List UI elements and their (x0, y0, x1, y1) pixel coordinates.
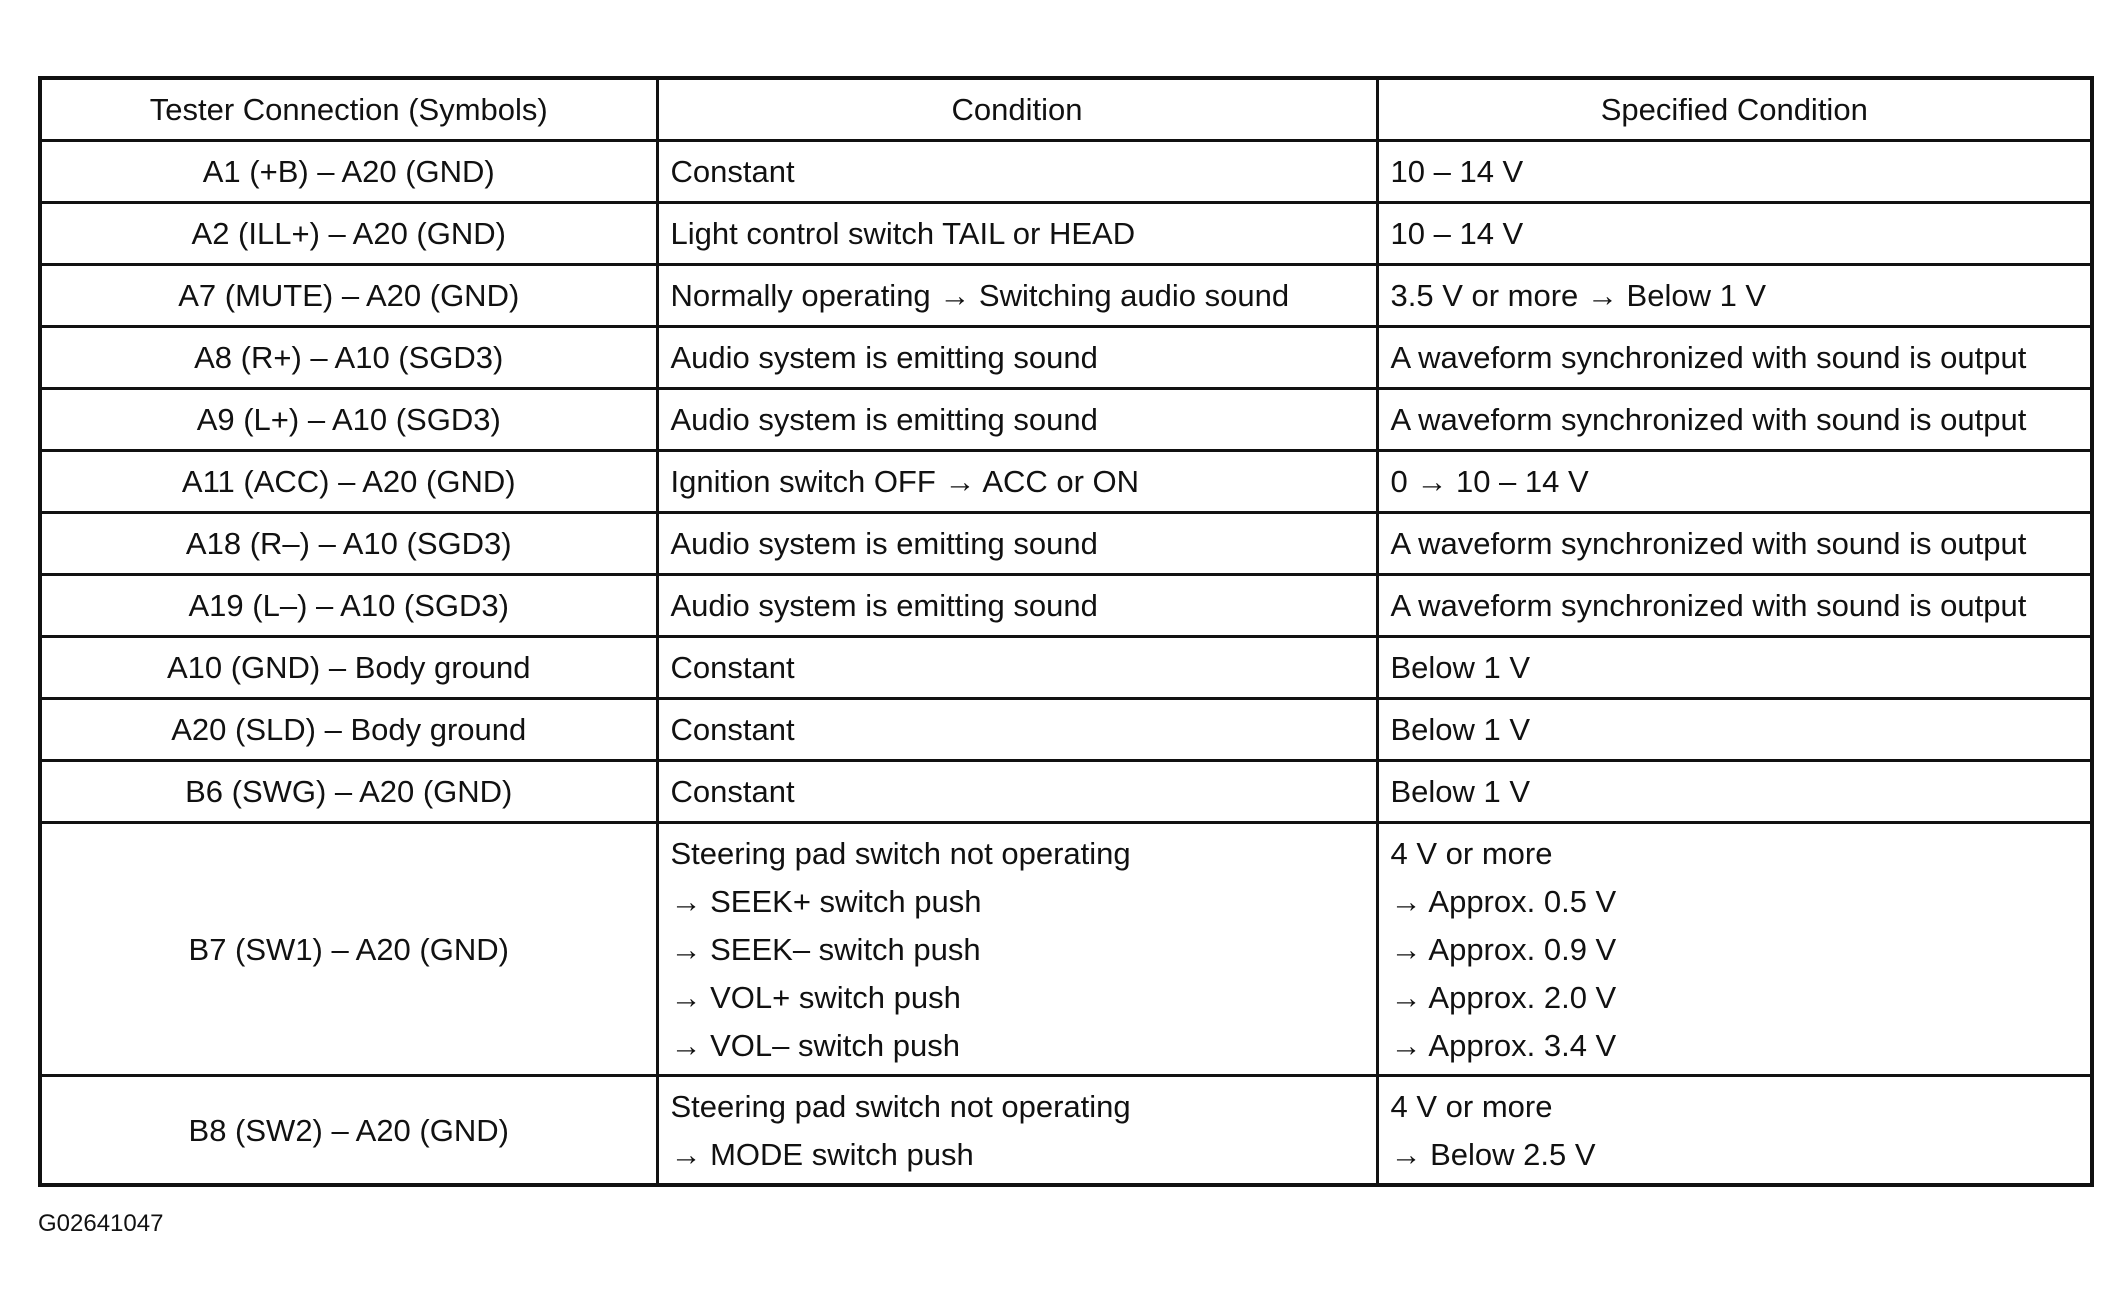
cell-condition-line: Audio system is emitting sound (670, 339, 1098, 375)
cell-specified-condition-line: 4 V or more (1390, 836, 1553, 871)
cell-tester-connection: B7 (SW1) – A20 (GND) (40, 823, 657, 1076)
cell-condition (657, 451, 1377, 513)
table-header (40, 78, 2092, 141)
table-row (40, 265, 2092, 327)
cell-specified-condition-line: 4 V or more (1390, 1089, 1553, 1124)
cell-specified-condition (1377, 141, 2092, 203)
cell-condition-line: Normally operating → Switching audio sound (670, 277, 1290, 313)
cell-condition (657, 265, 1377, 327)
cell-specified-condition-line: Below 1 V (1390, 649, 1531, 685)
table-row (40, 575, 2092, 637)
cell-specified-condition (1377, 451, 2092, 513)
cell-tester-connection: A2 (ILL+) – A20 (GND) (40, 203, 657, 265)
cell-condition-line: → VOL– switch push (670, 1028, 960, 1063)
cell-specified-condition (1377, 513, 2092, 575)
table-row (40, 203, 2092, 265)
cell-condition-line: → SEEK+ switch push (670, 884, 982, 919)
table-row (40, 823, 2092, 1076)
table-row (40, 1076, 2092, 1186)
header-condition: Condition (657, 78, 1377, 141)
cell-specified-condition (1377, 389, 2092, 451)
cell-condition (657, 1076, 1377, 1186)
cell-specified-condition-line: A waveform synchronized with sound is output (1390, 401, 2027, 437)
cell-specified-condition (1377, 265, 2092, 327)
table-row (40, 699, 2092, 761)
cell-tester-connection: B8 (SW2) – A20 (GND) (40, 1076, 657, 1186)
cell-tester-connection: A19 (L–) – A10 (SGD3) (40, 575, 657, 637)
cell-condition-line: Constant (670, 153, 795, 189)
cell-specified-condition (1377, 761, 2092, 823)
cell-specified-condition (1377, 203, 2092, 265)
cell-condition-line: → VOL+ switch push (670, 980, 961, 1015)
cell-specified-condition (1377, 699, 2092, 761)
header-tester-connection: Tester Connection (Symbols) (40, 78, 657, 141)
cell-tester-connection: A18 (R–) – A10 (SGD3) (40, 513, 657, 575)
cell-specified-condition-line: Below 1 V (1390, 773, 1531, 809)
cell-condition-line: Audio system is emitting sound (670, 587, 1098, 623)
cell-specified-condition (1377, 637, 2092, 699)
header-specified-condition: Specified Condition (1377, 78, 2092, 141)
cell-specified-condition-line: → Approx. 3.4 V (1390, 1028, 1617, 1063)
cell-tester-connection: A8 (R+) – A10 (SGD3) (40, 327, 657, 389)
header-row (40, 78, 2092, 141)
cell-specified-condition-line: → Below 2.5 V (1390, 1137, 1596, 1172)
cell-condition-line: Steering pad switch not operating (670, 836, 1131, 871)
cell-condition-line: → MODE switch push (670, 1137, 974, 1172)
cell-tester-connection: A20 (SLD) – Body ground (40, 699, 657, 761)
cell-condition (657, 513, 1377, 575)
cell-tester-connection: A9 (L+) – A10 (SGD3) (40, 389, 657, 451)
specification-table (38, 76, 2094, 1187)
cell-condition-line: Light control switch TAIL or HEAD (670, 215, 1136, 251)
cell-condition-line: → SEEK– switch push (670, 932, 981, 967)
cell-condition (657, 141, 1377, 203)
cell-specified-condition-line: → Approx. 2.0 V (1390, 980, 1617, 1015)
cell-specified-condition-line: A waveform synchronized with sound is output (1390, 587, 2027, 623)
table-row (40, 513, 2092, 575)
cell-condition (657, 575, 1377, 637)
table-row (40, 761, 2092, 823)
cell-condition (657, 823, 1377, 1076)
cell-specified-condition (1377, 823, 2092, 1076)
cell-tester-connection: A10 (GND) – Body ground (40, 637, 657, 699)
cell-condition-line: Audio system is emitting sound (670, 401, 1098, 437)
cell-condition-line: Constant (670, 773, 795, 809)
cell-specified-condition-line: 10 – 14 V (1390, 153, 1524, 189)
cell-specified-condition-line: → Approx. 0.5 V (1390, 884, 1617, 919)
cell-condition (657, 761, 1377, 823)
table-body (40, 141, 2092, 1186)
cell-specified-condition-line: 0 → 10 – 14 V (1390, 463, 1589, 499)
table-row (40, 141, 2092, 203)
table-row (40, 451, 2092, 513)
cell-specified-condition (1377, 327, 2092, 389)
cell-condition-line: Steering pad switch not operating (670, 1089, 1131, 1124)
cell-specified-condition-line: 10 – 14 V (1390, 215, 1524, 251)
cell-condition (657, 389, 1377, 451)
cell-specified-condition-line: A waveform synchronized with sound is output (1390, 525, 2027, 561)
cell-specified-condition (1377, 1076, 2092, 1186)
cell-tester-connection: A1 (+B) – A20 (GND) (40, 141, 657, 203)
cell-condition (657, 327, 1377, 389)
cell-condition (657, 203, 1377, 265)
table-row (40, 637, 2092, 699)
cell-tester-connection: A7 (MUTE) – A20 (GND) (40, 265, 657, 327)
table-row (40, 327, 2092, 389)
cell-condition-line: Constant (670, 649, 795, 685)
cell-specified-condition-line: → Approx. 0.9 V (1390, 932, 1617, 967)
cell-condition-line: Audio system is emitting sound (670, 525, 1098, 561)
cell-specified-condition-line: Below 1 V (1390, 711, 1531, 747)
cell-specified-condition-line: 3.5 V or more → Below 1 V (1390, 277, 1767, 313)
cell-specified-condition-line: A waveform synchronized with sound is output (1390, 339, 2027, 375)
cell-tester-connection: B6 (SWG) – A20 (GND) (40, 761, 657, 823)
cell-tester-connection: A11 (ACC) – A20 (GND) (40, 451, 657, 513)
table-row (40, 389, 2092, 451)
cell-specified-condition (1377, 575, 2092, 637)
cell-condition (657, 699, 1377, 761)
cell-condition-line: Constant (670, 711, 795, 747)
cell-condition-line: Ignition switch OFF → ACC or ON (670, 463, 1140, 499)
figure-code: G02641047 (38, 1210, 164, 1237)
cell-condition (657, 637, 1377, 699)
